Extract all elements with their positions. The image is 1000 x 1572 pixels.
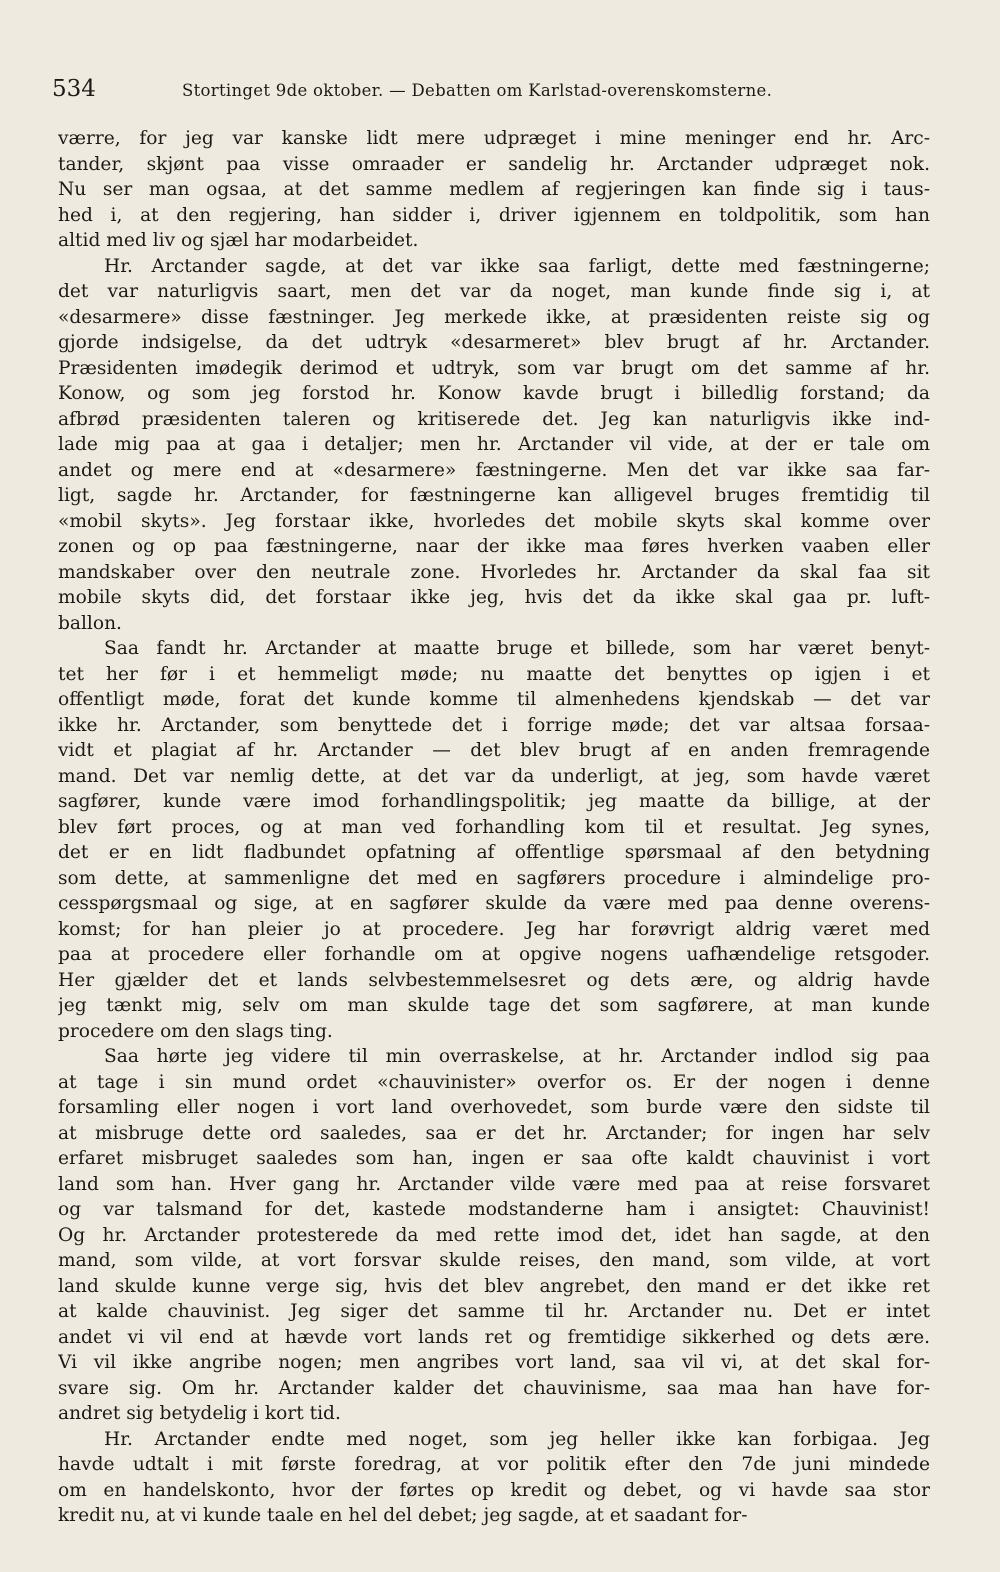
text-line: tander, skjønt paa visse omraader er sandelig hr. Arctander udpræget nok. [58, 153, 930, 175]
text-line: ikke hr. Arctander, som benyttede det i forrige møde; det var altsaa forsaa- [58, 714, 930, 736]
text-line: «desarmere» disse fæstninger. Jeg merkede ikke, at præsidenten reiste sig og [58, 306, 930, 328]
text-line: altid med liv og sjæl har modarbeidet. [58, 230, 419, 251]
text-line: land som han. Hver gang hr. Arctander vilde være med paa at reise forsvaret [58, 1173, 930, 1195]
text-line: erfaret misbruget saaledes som han, ingen er saa ofte kaldt chauvinist i vort [58, 1148, 930, 1169]
text-line: Saa hørte jeg videre til min overraskelse, at hr. Arctander indlod sig paa [104, 1046, 930, 1067]
text-line: gjorde indsigelse, da det udtryk «desarmeret» blev brugt af hr. Arctander. [58, 332, 930, 353]
text-line: Og hr. Arctander protesterede da med rette imod det, idet han sagde, at den [58, 1224, 930, 1246]
text-line: komst; for han pleier jo at procedere. Jeg har forøvrigt aldrig været med [58, 918, 930, 940]
text-line: andret sig betydelig i kort tid. [58, 1403, 341, 1424]
text-line: Saa fandt hr. Arctander at maatte bruge et billede, som har været benyt- [104, 638, 930, 659]
page-number: 534 [52, 76, 96, 102]
text-line: at tage i sin mund ordet «chauvinister» overfor os. Er der nogen i denne [58, 1071, 930, 1093]
text-line: Præsidenten imødegik derimod et udtryk, som var brugt om det samme af hr. [58, 357, 930, 379]
text-line: offentligt møde, forat det kunde komme til almenhedens kjendskab — det var [58, 689, 930, 710]
text-line: kredit nu, at vi kunde taale en hel del debet; jeg sagde, at et saadant for- [58, 1505, 748, 1526]
text-line: Hr. Arctander sagde, at det var ikke saa farligt, dette med fæstningerne; [104, 255, 930, 277]
text-line: hed i, at den regjering, han sidder i, driver igjennem en toldpolitik, som han [58, 204, 930, 226]
text-line: og var talsmand for det, kastede modstanderne ham i ansigtet: Chauvinist! [58, 1199, 930, 1220]
text-line: forsamling eller nogen i vort land overhovedet, som burde være den sidste til [58, 1097, 930, 1118]
text-line: Vi vil ikke angribe nogen; men angribes vort land, saa vil vi, at det skal for- [58, 1352, 930, 1373]
body-text [58, 126, 930, 1529]
text-line: procedere om den slags ting. [58, 1020, 333, 1042]
text-line: andet og mere end at «desarmere» fæstningerne. Men det var ikke saa far- [58, 459, 930, 481]
text-line: land skulde kunne verge sig, hvis det blev angrebet, den mand er det ikke ret [58, 1275, 930, 1297]
text-line: paa at procedere eller forhandle om at opgive nogens uafhændelige retsgoder. [58, 944, 930, 965]
text-line: afbrød præsidenten taleren og kritiserede det. Jeg kan naturligvis ikke ind- [58, 408, 930, 430]
text-line: blev ført proces, og at man ved forhandling kom til et resultat. Jeg synes, [58, 816, 930, 838]
text-line: som dette, at sammenligne det med en sagførers procedure i almindelige pro- [58, 867, 930, 889]
text-line: at kalde chauvinist. Jeg siger det samme til hr. Arctander nu. Det er intet [58, 1301, 930, 1322]
text-line: mobile skyts did, det forstaar ikke jeg, hvis det da ikke skal gaa pr. luft- [58, 587, 930, 608]
text-line: havde udtalt i mit første foredrag, at vor politik efter den 7de juni mindede [58, 1454, 930, 1475]
text-line: vidt et plagiat af hr. Arctander — det blev brugt af en anden fremragende [58, 740, 930, 761]
text-line: det var naturligvis saart, men det var da noget, man kunde finde sig i, at [58, 281, 930, 302]
text-line: lade mig paa at gaa i detaljer; men hr. Arctander vil vide, at der er tale om [58, 434, 930, 455]
text-line: cesspørgsmaal og sige, at en sagfører skulde da være med paa denne overens- [58, 893, 930, 914]
text-line: om en handelskonto, hvor der førtes op kredit og debet, og vi havde saa stor [58, 1479, 930, 1501]
text-line: jeg tænkt mig, selv om man skulde tage det som sagførere, at man kunde [58, 995, 930, 1016]
text-line: det er en lidt fladbundet opfatning af offentlige spørsmaal af den betydning [58, 842, 930, 863]
text-line: sagfører, kunde være imod forhandlingspolitik; jeg maatte da billige, at der [58, 791, 930, 812]
text-line: Her gjælder det et lands selvbestemmelsesret og dets ære, og aldrig havde [58, 969, 930, 991]
text-line: tet her før i et hemmeligt møde; nu maatte det benyttes op igjen i et [58, 663, 930, 685]
text-line: ligt, sagde hr. Arctander, for fæstningerne kan alligevel bruges fremtidig til [58, 485, 930, 506]
text-line: at misbruge dette ord saaledes, saa er det hr. Arctander; for ingen har selv [58, 1122, 930, 1144]
text-line: Konow, og som jeg forstod hr. Konow kavde brugt i billedlig forstand; da [58, 383, 930, 404]
text-line: «mobil skyts». Jeg forstaar ikke, hvorledes det mobile skyts skal komme over [58, 510, 930, 532]
text-line: ballon. [58, 612, 122, 634]
page-header [52, 76, 932, 116]
text-line: værre, for jeg var kanske lidt mere udpræget i mine meninger end hr. Arc- [58, 128, 930, 149]
text-line: andet vi vil end at hævde vort lands ret og fremtidige sikkerhed og dets ære. [58, 1326, 930, 1348]
text-line: mandskaber over den neutrale zone. Hvorledes hr. Arctander da skal faa sit [58, 561, 930, 583]
text-line: svare sig. Om hr. Arctander kalder det chauvinisme, saa maa han have for- [58, 1377, 930, 1399]
text-line: mand, som vilde, at vort forsvar skulde reises, den mand, som vilde, at vort [58, 1250, 930, 1271]
text-line: zonen og op paa fæstningerne, naar der ikke maa føres hverken vaaben eller [58, 536, 930, 557]
text-line: mand. Det var nemlig dette, at det var da underligt, at jeg, som havde været [58, 765, 930, 787]
running-head: Stortinget 9de oktober. — Debatten om Karlstad-overenskomsterne. [182, 81, 773, 100]
text-line: Nu ser man ogsaa, at det samme medlem af regjeringen kan finde sig i taus- [58, 179, 930, 200]
text-line: Hr. Arctander endte med noget, som jeg heller ikke kan forbigaa. Jeg [104, 1428, 930, 1450]
